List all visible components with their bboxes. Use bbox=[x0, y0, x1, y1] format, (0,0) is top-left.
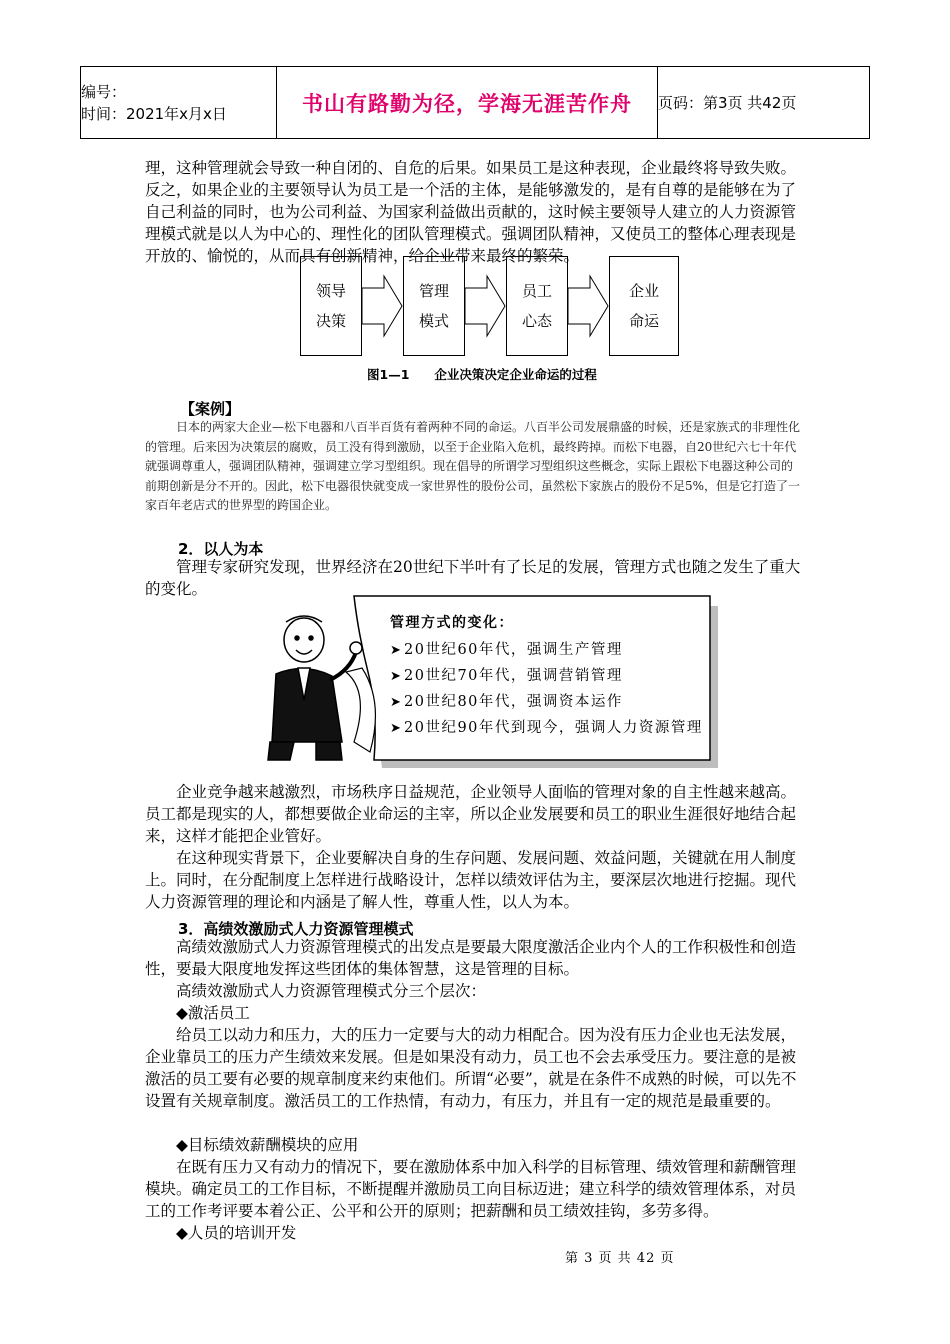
bubble-item-3-text: 20世纪80年代，强调资本运作 bbox=[404, 694, 623, 710]
figure-caption: 图1—1 企业决策决定企业命运的过程 bbox=[367, 367, 597, 382]
flow-box-2 bbox=[403, 256, 465, 356]
section2-paragraph-3: 在这种现实背景下，企业要解决自身的生存问题、发展问题、效益问题，关键就在用人制度上。同时，在分配制度上怎样进行战略设计，怎样以绩效评估为主，要深层次地进行挖掘。现代人力资源管理的理论和内涵是了解人性，尊重人性，以人为本。 bbox=[145, 849, 797, 911]
intro-paragraph: 理，这种管理就会导致一种自闭的、自危的后果。如果员工是这种表现，企业最终将导致失败。反之，如果企业的主要领导认为员工是一个活的主体，是能够激发的，是有自尊的是能够在为了自己利益的同时，也为公司利益、为国家利益做出贡献的，这时候主要领导人建立的人力资源管理模式就是以人为中心的、理性化的团队管理模式。强调团队精神，又使员工的整体心理表现是开放的、愉悦的，从而具有创新精神，给企业带来最终的繁荣。 bbox=[145, 159, 797, 265]
bubble-item-2-text: 20世纪70年代，强调营销管理 bbox=[404, 668, 623, 684]
serial-label: 编号： bbox=[81, 82, 127, 101]
flow-box-2-line1: 管理 bbox=[418, 282, 449, 300]
header-page-info: 页码：第3页 共42页 bbox=[658, 67, 870, 139]
bubble-item-2 bbox=[390, 664, 623, 685]
flow-box-1-line2: 决策 bbox=[315, 312, 346, 330]
flow-box-3-line1: 员工 bbox=[521, 282, 552, 300]
section3-heading: 3．高绩效激励式人力资源管理模式 bbox=[178, 920, 414, 938]
section3-bullet-3: ◆人员的培训开发 bbox=[176, 1224, 297, 1242]
section2-paragraph-2: 企业竞争越来越激烈，市场秩序日益规范，企业领导人面临的管理对象的自主性越来越高。员工都是现实的人，都想要做企业命运的主宰，所以企业发展要和员工的职业生涯很好地结合起来，这样才能把企业管好。 bbox=[145, 783, 797, 845]
bubble-item-3 bbox=[390, 690, 623, 711]
arrowhead-icon: ➤ bbox=[390, 695, 403, 710]
flow-arrow-3 bbox=[568, 276, 608, 336]
flow-arrow-1 bbox=[362, 276, 402, 336]
arrowhead-icon: ➤ bbox=[390, 721, 403, 736]
section3-paragraph-2: 高绩效激励式人力资源管理模式分三个层次： bbox=[176, 982, 487, 1000]
bubble-item-1 bbox=[390, 638, 623, 659]
flow-box-1-line1: 领导 bbox=[315, 282, 346, 300]
section2-heading: 2．以人为本 bbox=[178, 540, 264, 558]
section3-bullet-2: ◆目标绩效薪酬模块的应用 bbox=[176, 1136, 359, 1154]
arrowhead-icon: ➤ bbox=[390, 669, 403, 684]
flow-box-1 bbox=[300, 256, 362, 356]
flow-box-2-line2: 模式 bbox=[418, 312, 449, 330]
page-header bbox=[80, 66, 870, 139]
section3-paragraph-4: 在既有压力又有动力的情况下，要在激励体系中加入科学的目标管理、绩效管理和薪酬管理模块。确定员工的工作目标，不断提醒并激励员工向目标迈进；建立科学的绩效管理体系，对员工的工作考评要本着公正、公平和公开的原则；把薪酬和员工绩效挂钩，多劳多得。 bbox=[145, 1158, 797, 1220]
page-footer: 第 3 页 共 42 页 bbox=[565, 1251, 675, 1266]
header-left-cell bbox=[81, 67, 277, 139]
bubble-item-4 bbox=[390, 716, 703, 737]
time-label: 时间：2021年x月x日 bbox=[81, 104, 227, 123]
flow-box-3 bbox=[506, 256, 568, 356]
flow-box-3-line2: 心态 bbox=[521, 312, 552, 330]
section3-paragraph-1: 高绩效激励式人力资源管理模式的出发点是要最大限度激活企业内个人的工作积极性和创造性，要最大限度地发挥这些团体的集体智慧，这是管理的目标。 bbox=[145, 938, 797, 978]
bubble-item-4-text: 20世纪90年代到现今，强调人力资源管理 bbox=[404, 720, 703, 736]
section2-paragraph-1: 管理专家研究发现，世界经济在20世纪下半叶有了长足的发展，管理方式也随之发生了重大的变化。 bbox=[145, 558, 801, 598]
flow-box-4-line2: 命运 bbox=[628, 312, 659, 330]
bubble-item-1-text: 20世纪60年代，强调生产管理 bbox=[404, 642, 623, 658]
case-label: 【案例】 bbox=[180, 400, 241, 418]
flow-box-4-line1: 企业 bbox=[628, 282, 659, 300]
arrowhead-icon: ➤ bbox=[390, 643, 403, 658]
flow-diagram bbox=[300, 256, 680, 358]
section3-paragraph-3: 给员工以动力和压力，大的压力一定要与大的动力相配合。因为没有压力企业也无法发展，企业靠员工的压力产生绩效来发展。但是如果没有动力，员工也不会去承受压力。要注意的是被激活的员工要有必要的规章制度来约束他们。所谓“必要”，就是在条件不成熟的时候，可以先不设置有关规章制度。激活员工的工作热情，有动力，有压力，并且有一定的规范是最重要的。 bbox=[145, 1026, 797, 1110]
case-text: 日本的两家大企业—松下电器和八百半百货有着两种不同的命运。八百半公司发展鼎盛的时候，还是家族式的非理性化的管理。后来因为决策层的腐败，员工没有得到激励，以至于企业陷入危机，最终跨掉。而松下电器，自20世纪六七十年代就强调尊重人，强调团队精神，强调建立学习型组织。现在倡导的所谓学习型组织这些概念，实际上跟松下电器这种公司的前期创新是分不开的。因此，松下电器很快就变成一家世界性的股份公司，虽然松下家族占的股份不足5%，但是它打造了一家百年老店式的世界型的跨国企业。 bbox=[145, 420, 801, 513]
flow-arrow-2 bbox=[465, 276, 505, 336]
header-motto: 书山有路勤为径，学海无涯苦作舟 bbox=[277, 67, 658, 139]
bubble-title: 管理方式的变化： bbox=[390, 615, 514, 631]
man-figure bbox=[268, 616, 362, 760]
flow-box-4 bbox=[609, 256, 679, 356]
section3-bullet-1: ◆激活员工 bbox=[176, 1004, 250, 1022]
